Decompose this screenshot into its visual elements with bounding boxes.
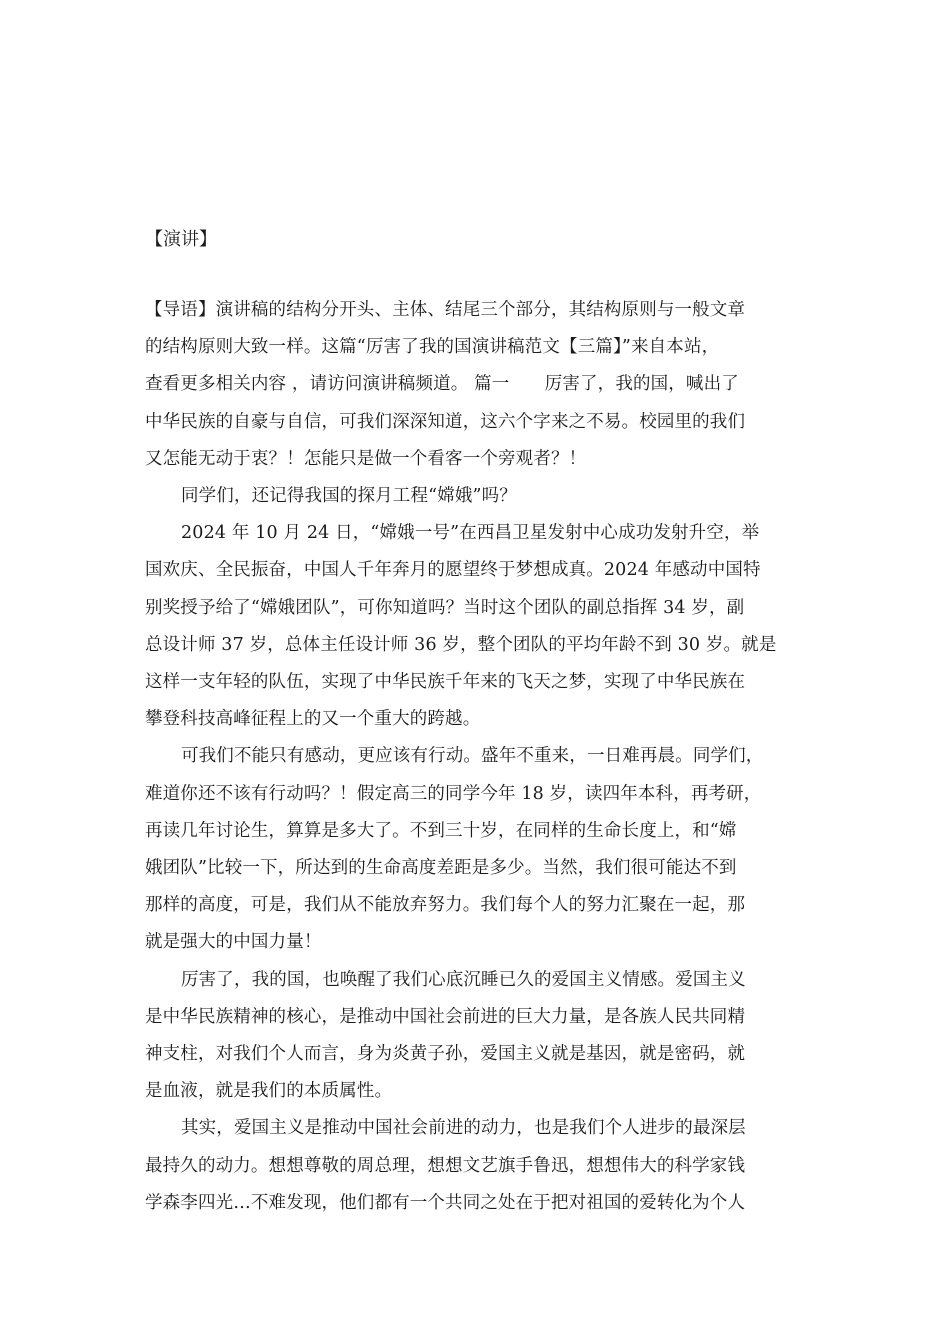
paragraph-line: 娥团队”比较一下，所达到的生命高度差距是多少。当然，我们很可能达不到 — [145, 858, 737, 879]
paragraph-line: 【导语】演讲稿的结构分开头、主体、结尾三个部分，其结构原则与一般文章 — [145, 300, 746, 320]
paragraph-line: 中华民族的自豪与自信，可我们深深知道，这六个字来之不易。校园里的我们 — [145, 411, 746, 432]
paragraph-line: 神支柱，对我们个人而言，身为炎黄子孙，爱国主义就是基因，就是密码，就 — [145, 1044, 746, 1065]
paragraph-line: 最持久的动力。想想尊敬的周总理，想想文艺旗手鲁迅，想想伟大的科学家钱 — [145, 1155, 746, 1176]
paragraph-line: 学森李四光…不难发现，他们都有一个共同之处在于把对祖国的爱转化为个人 — [145, 1192, 746, 1213]
paragraph-line: 就是强大的中国力量！ — [145, 932, 322, 953]
paragraph-line: 难道你还不该有行动吗？！假定高三的同学今年 18 岁，读四年本科，再考研， — [145, 783, 762, 804]
paragraph-line: 可我们不能只有感动，更应该有行动。盛年不重来，一日难再晨。同学们， — [181, 746, 764, 767]
paragraph-line: 那样的高度，可是，我们从不能放弃努力。我们每个人的努力汇聚在一起，那 — [145, 895, 746, 916]
paragraph-line: 这样一支年轻的队伍，实现了中华民族千年来的飞天之梦，实现了中华民族在 — [145, 672, 746, 693]
paragraph-line: 总设计师 37 岁，总体主任设计师 36 岁，整个团队的平均年龄不到 30 岁。就是 — [145, 634, 777, 655]
article-body — [145, 292, 810, 1222]
paragraph-line: 其实，爱国主义是推动中国社会前进的动力，也是我们个人进步的最深层 — [181, 1118, 746, 1139]
paragraph-line: 是血液，就是我们的本质属性。 — [145, 1081, 393, 1102]
paragraph-line: 攀登科技高峰征程上的又一个重大的跨越。 — [145, 709, 481, 730]
paragraph-line: 国欢庆、全民振奋，中国人千年奔月的愿望终于梦想成真。2024 年感动中国特 — [145, 560, 761, 581]
paragraph-line: 是中华民族精神的核心，是推动中国社会前进的巨大力量，是各族人民共同精 — [145, 1006, 746, 1027]
paragraph-line: 同学们，还记得我国的探月工程“嫦娥”吗？ — [181, 486, 517, 507]
paragraph-line: 再读几年讨论生，算算是多大了。不到三十岁，在同样的生命长度上，和“嫦 — [145, 820, 737, 841]
paragraph-line: 别奖授予给了“嫦娥团队”，可你知道吗？当时这个团队的副总指挥 34 岁，副 — [145, 597, 745, 618]
paragraph-line: 又怎能无动于衷？！怎能只是做一个看客一个旁观者？！ — [145, 448, 587, 469]
paragraph-line: 厉害了，我的国，也唤醒了我们心底沉睡已久的爱国主义情感。爱国主义 — [181, 969, 746, 990]
paragraph-line: 2024 年 10 月 24 日，“嫦娥一号”在西昌卫星发射中心成功发射升空，举 — [181, 523, 760, 544]
paragraph-line: 查看更多相关内容 ，请访问演讲稿频道。 篇一 厉害了，我的国，喊出了 — [145, 374, 739, 395]
paragraph-line: 的结构原则大致一样。这篇“厉害了我的国演讲稿范文【三篇】”来自本站， — [145, 337, 720, 358]
category-label: 【演讲】 — [145, 229, 217, 250]
